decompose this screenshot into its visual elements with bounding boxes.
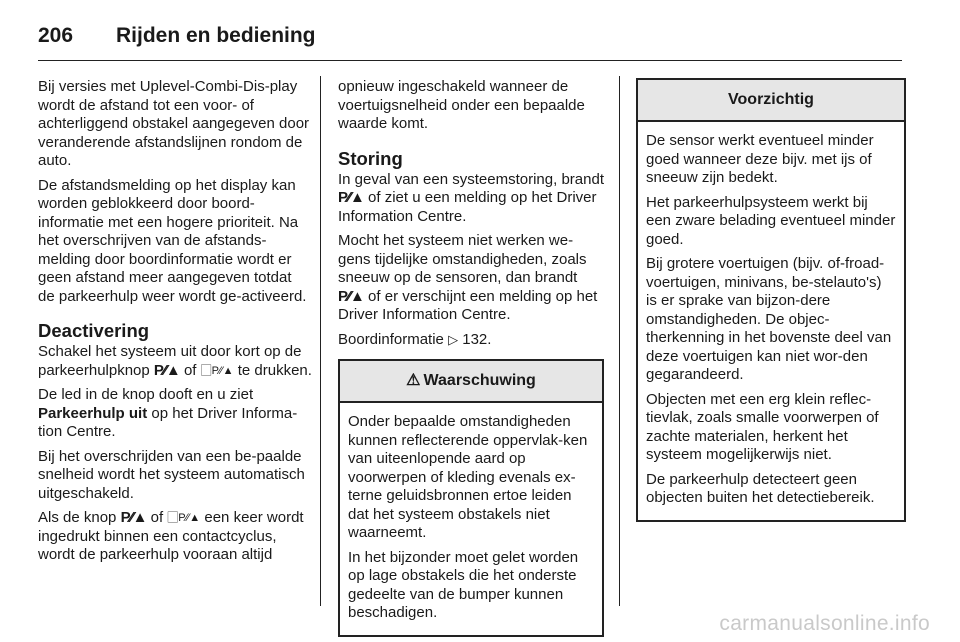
paragraph: De afstandsmelding op het display kan worden geblokkeerd door boord-informatie met een hogere prioriteit. Na het overschrijven van de afstands-melding door boordinformatie wordt er geen afstand meer aangegeven totdat de parkeerhulp weer wordt ge-activeerd. [38,176,307,305]
column-divider-2 [619,76,620,606]
paragraph: De parkeerhulp detecteert geen objecten buiten het detectiebereik. [646,470,875,506]
paragraph: De led in de knop dooft en u ziet Parkeerhulp uit op het Driver Informa-tion Centre. [38,386,298,440]
section-heading-storing: Storing [338,147,403,169]
paragraph: In het bijzonder moet gelet worden op lage obstakels die het onderste gedeelte van de bumper kunnen beschadigen. [348,548,579,621]
watermark: carmanualsonline.info [719,612,930,635]
paragraph: Schakel het systeem uit door kort op de parkeerhulpknop P⁄⁄▲ of ⃞P⁄⁄▲ te drukken. [38,343,312,379]
paragraph: Bij het overschrijden van een be-paalde snelheid wordt het systeem automatisch uitgeschakeld. [38,447,305,502]
paragraph: Boordinformatie ▷ 132. [338,330,492,348]
paragraph: Mocht het systeem niet werken we-gens tijdelijke omstandigheden, zoals sneeuw op de sensoren, dan brandt P⁄⁄▲ of er verschijnt een melding op het Driver Information Centre. [338,232,598,323]
paragraph: Als de knop P⁄⁄▲ of ⃞P⁄⁄▲ een keer wordt ingedrukt binnen een contactcyclus, wordt de parkeerhulp vooraan altijd [38,509,304,563]
park-assist-alt-icon: ⃞P⁄⁄▲ [167,512,201,524]
park-assist-button-icon: P⁄⁄▲ [153,361,180,379]
page-title: Rijden en bediening [116,24,316,47]
warning-header [340,361,602,403]
column-2 [338,78,604,637]
section-heading-deactivering: Deactivering [38,320,150,341]
paragraph: opnieuw ingeschakeld wanneer de voertuigsnelheid onder een bepaalde waarde komt. [338,78,585,132]
paragraph: De sensor werkt eventueel minder goed wanneer deze bijv. met ijs of sneeuw zijn bedekt. [646,132,874,186]
page-number: 206 [38,24,74,47]
park-assist-button-icon: P⁄⁄▲ [338,287,364,305]
display-message: Parkeerhulp uit [38,404,148,422]
paragraph: Bij grotere voertuigen (bijv. of-froad-voertuigen, minivans, be-stelauto's) is er sprake van bijzon-dere omstandigheden. De objec-therkenning in het bovenste deel van deze voertuigen kan niet wor-den gegarandeerd. [646,255,892,383]
paragraph: In geval van een systeemstoring, brandt P⁄⁄▲ of ziet u een melding op het Driver Information Centre. [338,170,604,225]
warning-title: Waarschuwing [423,372,536,389]
warning-body [340,403,602,635]
park-assist-button-icon: P⁄⁄▲ [120,509,147,526]
caution-header [638,80,904,122]
paragraph: Het parkeerhulpsysteem werkt bij een zware belading eventueel minder goed. [646,193,896,248]
caution-box [636,78,906,522]
page-reference-arrow-icon: ▷ [448,331,459,347]
warning-triangle-icon: ⚠ [406,372,421,389]
warning-box [338,359,604,637]
caution-body [638,122,904,520]
paragraph: Objecten met een erg klein reflec-tievlak, zoals smalle voorwerpen of zachte materialen, herkent het systeem mogelijkerwijs niet. [646,390,879,463]
column-1 [38,78,312,571]
header-rule [38,60,902,61]
caution-title: Voorzichtig [728,91,814,108]
column-divider-1 [320,76,321,606]
park-assist-alt-icon: ⃞P⁄⁄▲ [200,364,234,377]
paragraph: Onder bepaalde omstandigheden kunnen reflecterende oppervlak-ken van uiteenlopende aard op voorwerpen of kleding evenals ex-terne geluidsbronnen ertoe leiden dat het systeem obstakels niet waarneemt. [348,413,588,541]
paragraph: Bij versies met Uplevel-Combi-Dis-play wordt de afstand tot een voor- of achterliggend obstakel aangegeven door veranderende afstandslijnen rondom de auto. [38,78,310,169]
column-3 [636,78,906,522]
page-header [38,18,316,54]
park-assist-button-icon: P⁄⁄▲ [338,189,364,206]
